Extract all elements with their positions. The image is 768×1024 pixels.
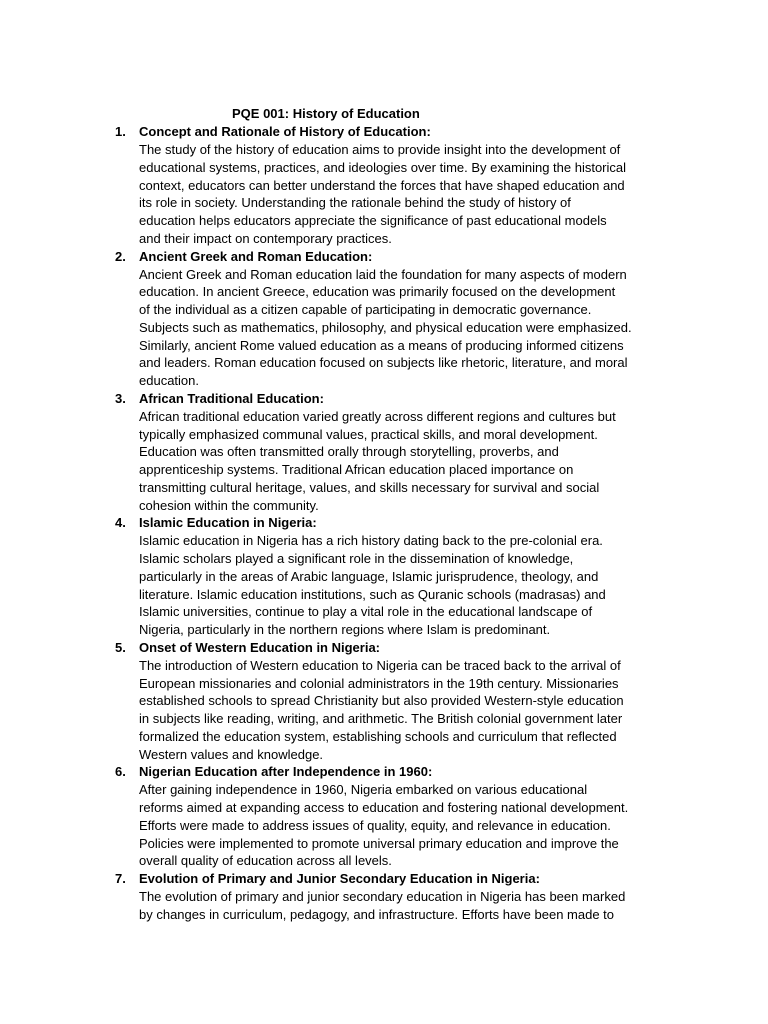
- body-text-line: The introduction of Western education to Nigeria can be traced back to the arrival of: [139, 657, 621, 673]
- document-title: PQE 001: History of Education: [232, 106, 420, 121]
- section-heading: Islamic Education in Nigeria:: [139, 515, 317, 531]
- body-text-line: Islamic scholars played a significant role in the dissemination of knowledge,: [139, 551, 574, 566]
- section-list: [0, 123, 768, 924]
- body-text-line: of the individual as a citizen capable of participating in democratic governance.: [139, 302, 592, 317]
- body-text-line: its role in society. Understanding the rationale behind the study of history of: [139, 195, 571, 211]
- section-heading: African Traditional Education:: [139, 390, 324, 406]
- section-item: [0, 870, 768, 924]
- section-heading: Evolution of Primary and Junior Secondary Education in Nigeria:: [139, 871, 540, 886]
- section-body: [139, 657, 768, 764]
- section-number: 4.: [115, 515, 126, 531]
- body-text-line: African traditional education varied greatly across different regions and cultures but: [139, 408, 616, 424]
- body-text-line: Western values and knowledge.: [139, 746, 324, 762]
- body-text-line: formalized the education system, establishing schools and curriculum that reflected: [139, 728, 617, 744]
- section-heading: Ancient Greek and Roman Education:: [139, 248, 373, 264]
- section-item: [0, 763, 768, 870]
- section-body: [139, 408, 768, 515]
- body-text-line: Ancient Greek and Roman education laid the foundation for many aspects of modern: [139, 266, 627, 282]
- section-number: 6.: [115, 764, 126, 780]
- body-text-line: and leaders. Roman education focused on subjects like rhetoric, literature, and moral: [139, 355, 628, 371]
- body-text-line: and their impact on contemporary practices.: [139, 230, 392, 246]
- section-body: [139, 532, 768, 639]
- section-body: [139, 266, 768, 390]
- body-text-line: particularly in the areas of Arabic language, Islamic jurisprudence, theology, and: [139, 568, 599, 584]
- body-text-line: Efforts were made to address issues of quality, equity, and relevance in education.: [139, 817, 611, 833]
- section-number: 2.: [115, 248, 126, 264]
- body-text-line: Nigeria, particularly in the northern regions where Islam is predominant.: [139, 622, 551, 637]
- body-text-line: educational systems, practices, and ideologies over time. By examining the historical: [139, 159, 627, 175]
- section-number: 5.: [115, 639, 126, 655]
- body-text-line: After gaining independence in 1960, Nigeria embarked on various educational: [139, 782, 588, 798]
- body-text-line: by changes in curriculum, pedagogy, and infrastructure. Efforts have been made to: [139, 906, 615, 922]
- body-text-line: cohesion within the community.: [139, 497, 319, 513]
- body-text-line: context, educators can better understand the forces that have shaped education and: [139, 177, 625, 193]
- section-body: [139, 781, 768, 870]
- section-item: [0, 639, 768, 764]
- body-text-line: established schools to spread Christianity but also provided Western-style education: [139, 693, 624, 709]
- section-heading: Nigerian Education after Independence in 1960:: [139, 764, 433, 780]
- section-heading: Onset of Western Education in Nigeria:: [139, 639, 381, 655]
- body-text-line: education helps educators appreciate the significance of past educational models: [139, 213, 607, 228]
- body-text-line: Subjects such as mathematics, philosophy, and physical education were emphasized.: [139, 319, 632, 335]
- body-text-line: reforms aimed at expanding access to education and fostering national development.: [139, 800, 629, 815]
- section-number: 3.: [115, 390, 126, 406]
- body-text-line: Similarly, ancient Rome valued education as a means of producing informed citizens: [139, 337, 624, 353]
- body-text-line: education. In ancient Greece, education was primarily focused on the development: [139, 284, 616, 300]
- section-number: 1.: [115, 124, 126, 139]
- section-body: [139, 888, 768, 924]
- section-item: [0, 248, 768, 390]
- body-text-line: The study of the history of education aims to provide insight into the development of: [139, 142, 621, 157]
- body-text-line: Education was often transmitted orally through storytelling, proverbs, and: [139, 444, 559, 460]
- body-text-line: Policies were implemented to promote universal primary education and improve the: [139, 835, 619, 851]
- body-text-line: literature. Islamic education institutions, such as Quranic schools (madrasas) and: [139, 586, 606, 602]
- body-text-line: apprenticeship systems. Traditional African education placed importance on: [139, 462, 574, 477]
- body-text-line: The evolution of primary and junior secondary education in Nigeria has been marked: [139, 889, 626, 904]
- section-heading: Concept and Rationale of History of Education:: [139, 124, 431, 139]
- body-text-line: Islamic education in Nigeria has a rich history dating back to the pre-colonial era.: [139, 533, 603, 549]
- section-item: [0, 390, 768, 515]
- body-text-line: typically emphasized communal values, practical skills, and moral development.: [139, 426, 598, 442]
- section-item: [0, 123, 768, 248]
- body-text-line: Islamic universities, continue to play a vital role in the educational landscape of: [139, 604, 593, 620]
- body-text-line: transmitting cultural heritage, values, and skills necessary for survival and social: [139, 479, 600, 495]
- section-number: 7.: [115, 871, 126, 886]
- section-item: [0, 514, 768, 639]
- body-text-line: overall quality of education across all levels.: [139, 853, 392, 869]
- body-text-line: education.: [139, 373, 199, 388]
- section-body: [139, 141, 768, 248]
- body-text-line: in subjects like reading, writing, and arithmetic. The British colonial government later: [139, 711, 623, 726]
- body-text-line: European missionaries and colonial administrators in the 19th century. Missionaries: [139, 675, 619, 691]
